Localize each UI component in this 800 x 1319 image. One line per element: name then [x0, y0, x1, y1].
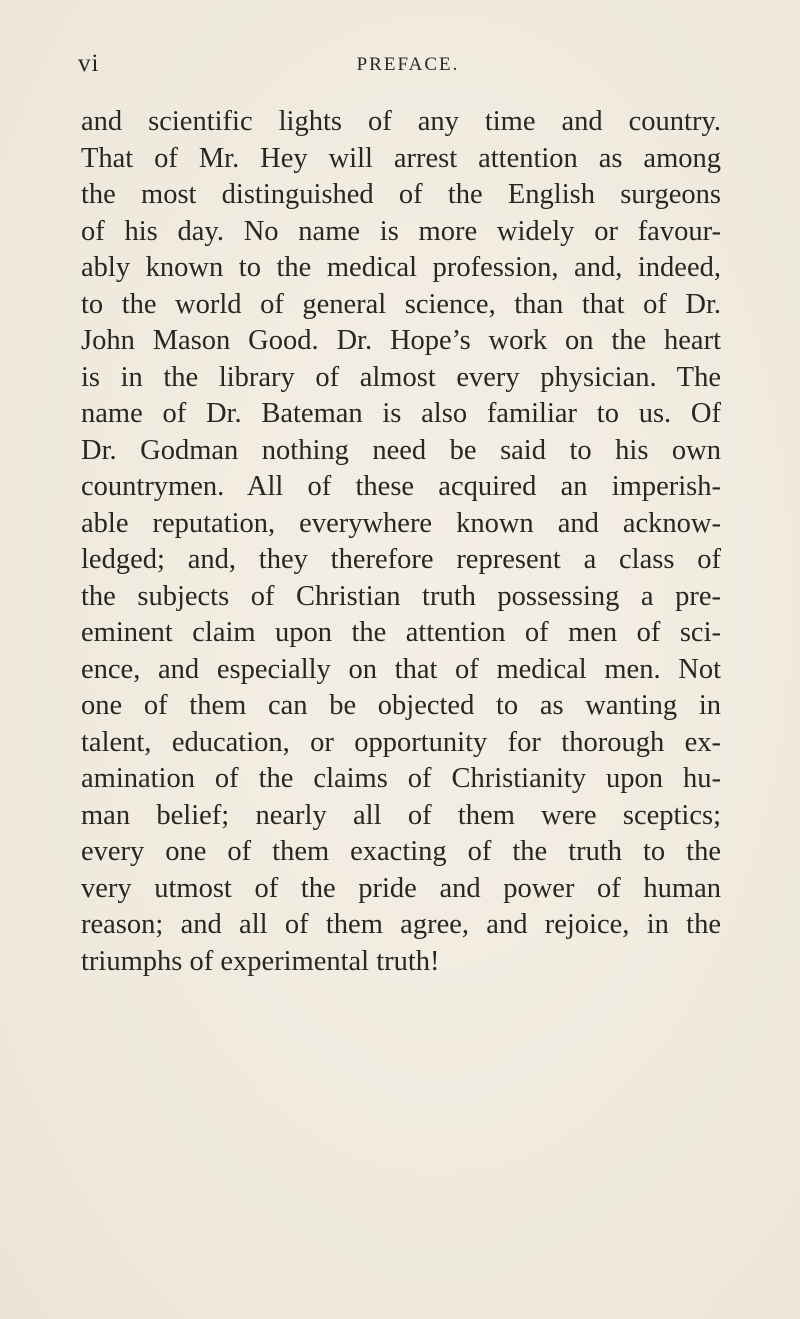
text-line: talent, education, or opportunity for thorough ex-: [81, 726, 721, 758]
body-text: [81, 104, 721, 980]
running-title: PREFACE.: [356, 54, 460, 75]
text-line: John Mason Good. Dr. Hope’s work on the heart: [81, 325, 721, 356]
text-line: ably known to the medical profession, and, indeed,: [81, 252, 721, 283]
text-line: That of Mr. Hey will arrest attention as among: [81, 142, 721, 174]
text-line: man belief; nearly all of them were sceptics;: [81, 799, 721, 831]
text-line: one of them can be objected to as wanting in: [81, 690, 721, 721]
text-line: very utmost of the pride and power of human: [81, 872, 721, 904]
text-line: eminent claim upon the attention of men of sci-: [81, 617, 721, 648]
text-line: able reputation, everywhere known and acknow-: [81, 507, 721, 539]
text-line: triumphs of experimental truth!: [81, 945, 440, 977]
text-line: countrymen. All of these acquired an imperish-: [81, 471, 721, 502]
text-line: ledged; and, they therefore represent a class of: [81, 544, 721, 575]
text-line: is in the library of almost every physician. The: [81, 361, 721, 393]
text-line: reason; and all of them agree, and rejoice, in the: [81, 909, 721, 940]
page-number: vi: [78, 50, 100, 77]
text-line: and scientific lights of any time and country.: [81, 106, 721, 137]
text-line: ence, and especially on that of medical men. Not: [81, 653, 721, 685]
text-line: of his day. No name is more widely or favour-: [81, 215, 721, 247]
text-line: name of Dr. Bateman is also familiar to us. Of: [81, 398, 721, 429]
text-line: the subjects of Christian truth possessing a pre-: [81, 580, 721, 612]
text-line: Dr. Godman nothing need be said to his own: [81, 434, 721, 466]
running-head: [78, 50, 738, 82]
text-line: to the world of general science, than that of Dr.: [81, 288, 721, 320]
text-line: every one of them exacting of the truth to the: [81, 836, 721, 867]
text-line: the most distinguished of the English surgeons: [81, 179, 721, 210]
text-line: amination of the claims of Christianity upon hu-: [81, 763, 721, 794]
